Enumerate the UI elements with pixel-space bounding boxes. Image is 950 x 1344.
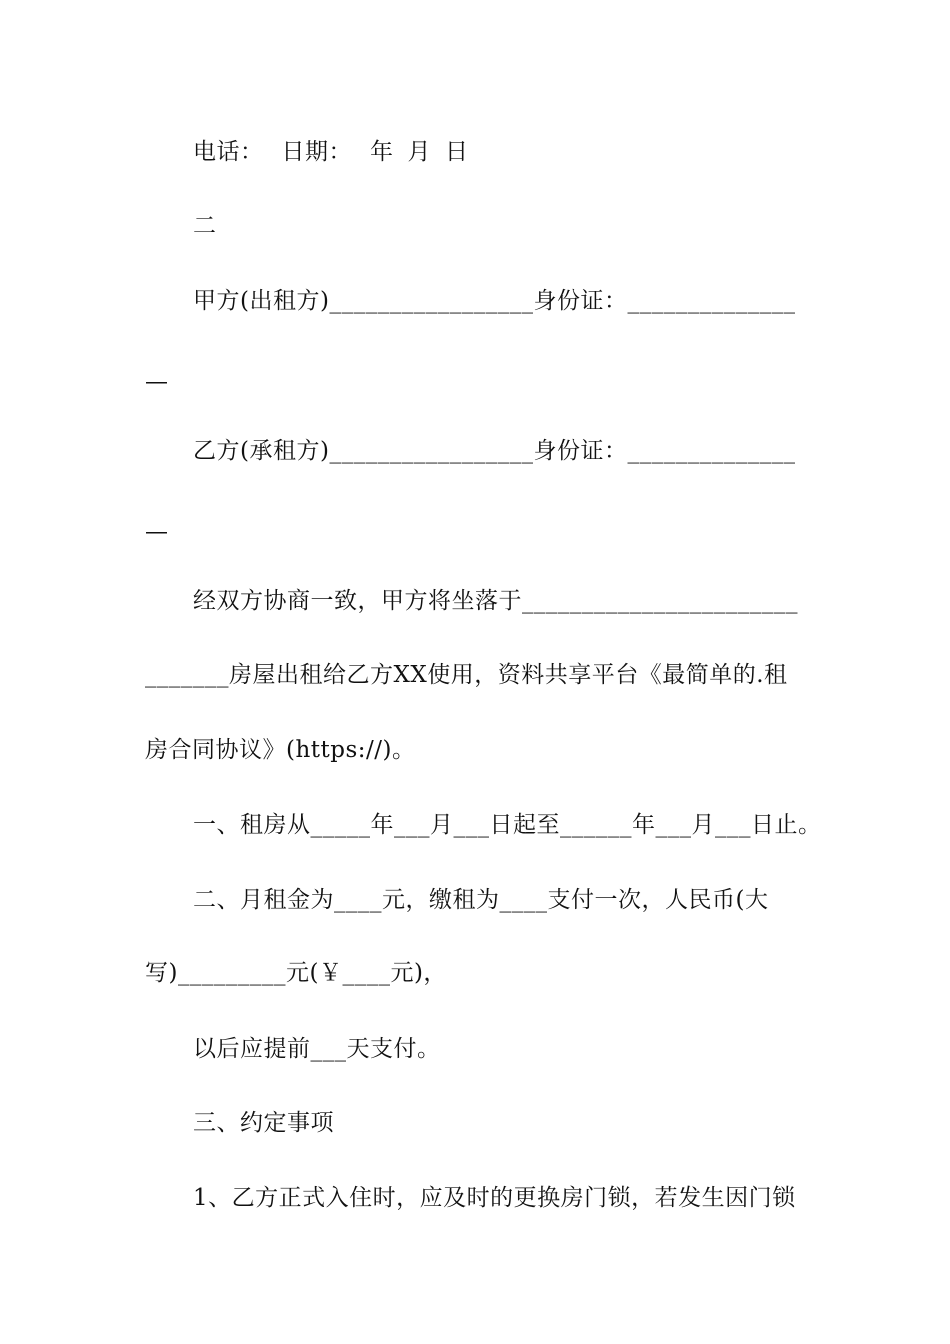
clause-3-title: 三、约定事项 — [193, 1110, 334, 1136]
phone-label: 电话： — [193, 139, 264, 165]
clause-2-line-2: 写)_________元(￥____元)， — [145, 960, 447, 986]
intro-paragraph-line-3: 房合同协议》(https://)。 — [145, 737, 416, 763]
date-label: 日期： — [281, 139, 352, 165]
clause-1-rental-period: 一、租房从_____年___月___日起至______年___月___日止。 — [193, 812, 822, 838]
clause-2-line-3: 以后应提前___天支付。 — [193, 1036, 441, 1062]
party-b-continuation: — — [145, 519, 169, 545]
section-number: 二 — [193, 213, 217, 239]
intro-paragraph-line-2: _______房屋出租给乙方XX使用，资料共享平台《最简单的.租 — [145, 662, 788, 688]
party-a-continuation: — — [145, 369, 169, 395]
year-label: 年 — [370, 139, 394, 165]
month-label: 月 — [407, 139, 431, 165]
contact-date-line — [193, 137, 823, 167]
party-a-line: 甲方(出租方)_________________身份证：______________ — [193, 288, 796, 314]
day-label: 日 — [445, 139, 469, 165]
clause-3-item-1: 1、乙方正式入住时，应及时的更换房门锁，若发生因门锁 — [193, 1185, 796, 1211]
party-b-line: 乙方(承租方)_________________身份证：______________ — [193, 438, 796, 464]
intro-paragraph-line-1: 经双方协商一致，甲方将坐落于_______________________ — [193, 588, 798, 614]
clause-2-line-1: 二、月租金为____元，缴租为____支付一次，人民币(大 — [193, 887, 769, 913]
